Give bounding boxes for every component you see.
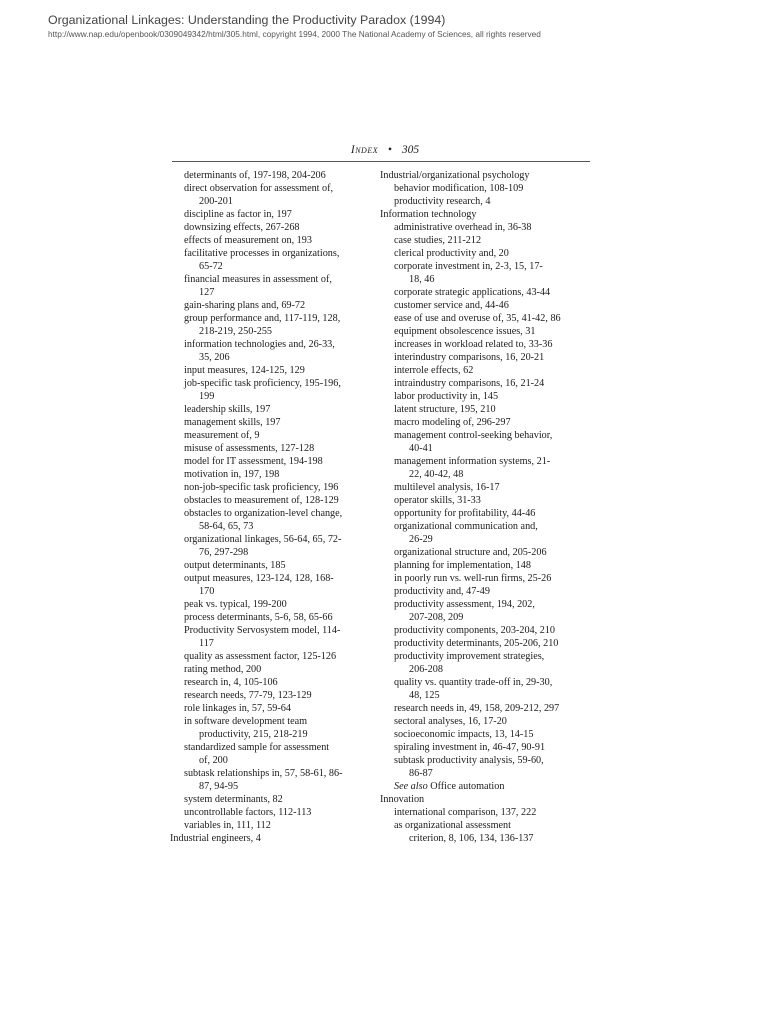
- index-entry-text: job-specific task proficiency, 195-196,: [184, 378, 341, 389]
- index-entry-text: downsizing effects, 267-268: [184, 222, 300, 233]
- index-entry-text: productivity assessment, 194, 202,: [394, 599, 535, 610]
- index-entry-text: administrative overhead in, 36-38: [394, 222, 532, 233]
- index-entry: [170, 416, 375, 429]
- index-entry: [380, 728, 592, 741]
- index-entry-text: quality as assessment factor, 125-126: [184, 651, 337, 662]
- index-heading: [170, 832, 375, 845]
- index-entry: [170, 494, 375, 507]
- index-entry: [380, 507, 592, 520]
- index-entry-text: increases in workload related to, 33-36: [394, 339, 553, 350]
- index-entry-text: interrole effects, 62: [394, 365, 474, 376]
- index-entry: [380, 624, 592, 637]
- index-entry: [170, 663, 375, 676]
- index-entry: [380, 494, 592, 507]
- index-entry: [170, 312, 375, 325]
- index-entry-text: 48, 125: [409, 690, 440, 701]
- index-entry-text: obstacles to measurement of, 128-129: [184, 495, 339, 506]
- index-entry-text: corporate investment in, 2-3, 15, 17-: [394, 261, 543, 272]
- index-entry: [170, 793, 375, 806]
- index-entry: [380, 273, 592, 286]
- index-entry: [170, 520, 375, 533]
- index-entry-text: equipment obsolescence issues, 31: [394, 326, 536, 337]
- index-heading: [380, 169, 592, 182]
- index-entry: [380, 676, 592, 689]
- index-entry-text: Industrial/organizational psychology: [380, 170, 530, 181]
- index-entry: [380, 520, 592, 533]
- index-entry-text: in software development team: [184, 716, 308, 727]
- index-entry-text: uncontrollable factors, 112-113: [184, 807, 312, 818]
- index-entry-text: information technologies and, 26-33,: [184, 339, 335, 350]
- index-entry-text: 199: [199, 391, 215, 402]
- index-entry-text: subtask relationships in, 57, 58-61, 86-: [184, 768, 343, 779]
- index-entry: [380, 325, 592, 338]
- index-entry: [380, 546, 592, 559]
- index-entry-text: sectoral analyses, 16, 17-20: [394, 716, 507, 727]
- index-entry-text: criterion, 8, 106, 134, 136-137: [409, 833, 534, 844]
- index-entry: [380, 299, 592, 312]
- index-entry-text: management control-seeking behavior,: [394, 430, 553, 441]
- index-entry: [380, 650, 592, 663]
- index-entry-text: non-job-specific task proficiency, 196: [184, 482, 339, 493]
- index-entry-text: behavior modification, 108-109: [394, 183, 524, 194]
- index-entry-text: leadership skills, 197: [184, 404, 271, 415]
- index-entry: [170, 351, 375, 364]
- index-entry-text: obstacles to organization-level change,: [184, 508, 343, 519]
- page-number: 305: [401, 144, 420, 156]
- index-entry-text: 127: [199, 287, 215, 298]
- index-entry: [170, 286, 375, 299]
- source-url-line: http://www.nap.edu/openbook/0309049342/html/305.html, copyright 1994, 2000 The National Academy of Sciences, all rights reserved: [48, 29, 541, 39]
- index-entry-text: research needs in, 49, 158, 209-212, 297: [394, 703, 560, 714]
- index-entry: [170, 546, 375, 559]
- index-entry-text: productivity and, 47-49: [394, 586, 490, 597]
- index-entry-text: case studies, 211-212: [394, 235, 482, 246]
- index-entry-text: organizational structure and, 205-206: [394, 547, 547, 558]
- index-entry: [380, 767, 592, 780]
- index-entry-text: organizational communication and,: [394, 521, 538, 532]
- index-entry-text: international comparison, 137, 222: [394, 807, 537, 818]
- index-entry: [380, 637, 592, 650]
- index-entry-text: misuse of assessments, 127-128: [184, 443, 315, 454]
- index-entry-text: variables in, 111, 112: [184, 820, 271, 831]
- index-entry: [170, 650, 375, 663]
- index-entry-text: clerical productivity and, 20: [394, 248, 509, 259]
- index-entry-text: 40-41: [409, 443, 433, 454]
- index-entry-text: productivity components, 203-204, 210: [394, 625, 556, 636]
- index-entry: [170, 260, 375, 273]
- index-entry: [380, 364, 592, 377]
- index-entry-text: 26-29: [409, 534, 433, 545]
- index-entry: [380, 247, 592, 260]
- index-heading: [380, 793, 592, 806]
- index-entry-text: process determinants, 5-6, 58, 65-66: [184, 612, 333, 623]
- index-entry: [170, 377, 375, 390]
- index-entry: [380, 533, 592, 546]
- index-entry-text: 218-219, 250-255: [199, 326, 273, 337]
- index-entry: [170, 507, 375, 520]
- index-entry-text: of, 200: [199, 755, 228, 766]
- index-entry: [170, 403, 375, 416]
- index-heading: [380, 208, 592, 221]
- index-entry-text: customer service and, 44-46: [394, 300, 509, 311]
- index-entry-text: financial measures in assessment of,: [184, 274, 332, 285]
- index-entry-text: 22, 40-42, 48: [409, 469, 464, 480]
- index-entry: [380, 611, 592, 624]
- index-entry: [380, 312, 592, 325]
- index-entry: [170, 234, 375, 247]
- index-entry-text: system determinants, 82: [184, 794, 283, 805]
- index-entry-text: subtask productivity analysis, 59-60,: [394, 755, 544, 766]
- index-entry: [380, 455, 592, 468]
- index-entry-text: motivation in, 197, 198: [184, 469, 280, 480]
- index-entry: [380, 442, 592, 455]
- index-entry-text: 206-208: [409, 664, 443, 675]
- index-entry-text: planning for implementation, 148: [394, 560, 531, 571]
- index-entry-text: 65-72: [199, 261, 223, 272]
- index-entry: [380, 221, 592, 234]
- index-entry: [380, 598, 592, 611]
- index-entry: [170, 754, 375, 767]
- index-entry-text: quality vs. quantity trade-off in, 29-30,: [394, 677, 553, 688]
- index-entry-text: 117: [199, 638, 214, 649]
- index-entry-text: 87, 94-95: [199, 781, 239, 792]
- index-entry: [380, 572, 592, 585]
- index-entry: [380, 338, 592, 351]
- index-entry: [170, 637, 375, 650]
- index-entry-text: research in, 4, 105-106: [184, 677, 278, 688]
- index-entry: [380, 286, 592, 299]
- index-entry-text: 200-201: [199, 196, 233, 207]
- index-entry: [170, 741, 375, 754]
- index-entry: [380, 754, 592, 767]
- index-entry-text: Industrial engineers, 4: [170, 833, 261, 844]
- index-entry: [380, 403, 592, 416]
- index-entry: [170, 390, 375, 403]
- index-entry: [170, 325, 375, 338]
- index-entry: [380, 182, 592, 195]
- index-entry: [170, 455, 375, 468]
- index-entry-text: ease of use and overuse of, 35, 41-42, 86: [394, 313, 561, 324]
- index-entry-text: as organizational assessment: [394, 820, 511, 831]
- index-entry-text: research needs, 77-79, 123-129: [184, 690, 312, 701]
- index-entry-text: effects of measurement on, 193: [184, 235, 312, 246]
- index-entry-text: Information technology: [380, 209, 477, 220]
- index-entry: [170, 624, 375, 637]
- index-entry: [170, 338, 375, 351]
- index-entry-text: in poorly run vs. well-run firms, 25-26: [394, 573, 552, 584]
- index-entry-text: output determinants, 185: [184, 560, 286, 571]
- index-entry-text: group performance and, 117-119, 128,: [184, 313, 341, 324]
- index-entry: [170, 247, 375, 260]
- index-entry: [170, 208, 375, 221]
- index-entry: [380, 234, 592, 247]
- index-entry-text: role linkages in, 57, 59-64: [184, 703, 291, 714]
- index-entry-text: Innovation: [380, 794, 425, 805]
- index-entry-text: discipline as factor in, 197: [184, 209, 292, 220]
- index-entry: [380, 429, 592, 442]
- index-entry-text: organizational linkages, 56-64, 65, 72-: [184, 534, 342, 545]
- index-entry-text: 35, 206: [199, 352, 230, 363]
- index-entry-text: rating method, 200: [184, 664, 262, 675]
- index-entry: [170, 819, 375, 832]
- index-entry: [380, 832, 592, 845]
- running-head-label: Index: [350, 144, 379, 156]
- document-header: [48, 13, 541, 40]
- index-entry-text: Office automation: [430, 781, 505, 792]
- index-column-right: [380, 169, 592, 845]
- index-entry: [170, 364, 375, 377]
- index-entry: [170, 221, 375, 234]
- index-entry-text: productivity determinants, 205-206, 210: [394, 638, 559, 649]
- index-entry-text: facilitative processes in organizations,: [184, 248, 340, 259]
- document-title: Organizational Linkages: Understanding the Productivity Paradox (1994): [48, 13, 446, 27]
- index-entry-text: determinants of, 197-198, 204-206: [184, 170, 326, 181]
- index-entry: [170, 676, 375, 689]
- index-entry: [380, 559, 592, 572]
- index-entry: [170, 533, 375, 546]
- index-entry: [170, 689, 375, 702]
- index-entry: [170, 728, 375, 741]
- index-entry-text: 170: [199, 586, 215, 597]
- index-entry-text: gain-sharing plans and, 69-72: [184, 300, 306, 311]
- index-entry: [170, 481, 375, 494]
- index-entry: [170, 572, 375, 585]
- index-entry: [380, 468, 592, 481]
- index-entry-text: direct observation for assessment of,: [184, 183, 334, 194]
- index-entry-text: opportunity for profitability, 44-46: [394, 508, 536, 519]
- header-rule: [172, 161, 590, 162]
- index-entry-text: 18, 46: [409, 274, 435, 285]
- see-also-label: See also: [394, 781, 428, 792]
- index-entry: [380, 481, 592, 494]
- index-entry: [170, 715, 375, 728]
- index-entry: [380, 585, 592, 598]
- index-entry-text: measurement of, 9: [184, 430, 260, 441]
- index-entry: [380, 663, 592, 676]
- index-entry-text: 207-208, 209: [409, 612, 464, 623]
- index-entry: [170, 585, 375, 598]
- index-entry-text: model for IT assessment, 194-198: [184, 456, 323, 467]
- index-entry: [380, 819, 592, 832]
- index-entry: [380, 702, 592, 715]
- index-column-left: [170, 169, 375, 845]
- index-entry-text: latent structure, 195, 210: [394, 404, 496, 415]
- index-entry-text: 86-87: [409, 768, 433, 779]
- index-entry: [380, 377, 592, 390]
- index-entry-text: 76, 297-298: [199, 547, 249, 558]
- index-entry: [380, 351, 592, 364]
- index-entry-text: intraindustry comparisons, 16, 21-24: [394, 378, 545, 389]
- index-entry: [170, 273, 375, 286]
- index-entry: [380, 806, 592, 819]
- index-entry: [170, 182, 375, 195]
- index-entry-text: management information systems, 21-: [394, 456, 551, 467]
- index-entry-text: standardized sample for assessment: [184, 742, 330, 753]
- index-entry: [170, 806, 375, 819]
- index-entry-text: management skills, 197: [184, 417, 281, 428]
- index-entry: [170, 299, 375, 312]
- index-entry-text: 58-64, 65, 73: [199, 521, 254, 532]
- index-entry: [170, 559, 375, 572]
- index-entry: [170, 442, 375, 455]
- index-entry: [380, 195, 592, 208]
- index-entry-text: socioeconomic impacts, 13, 14-15: [394, 729, 534, 740]
- index-entry: [380, 689, 592, 702]
- index-entry: [170, 598, 375, 611]
- index-entry: [380, 741, 592, 754]
- index-entry-text: interindustry comparisons, 16, 20-21: [394, 352, 545, 363]
- index-entry: [380, 715, 592, 728]
- index-entry: [170, 780, 375, 793]
- index-entry-text: operator skills, 31-33: [394, 495, 481, 506]
- index-entry-text: spiraling investment in, 46-47, 90-91: [394, 742, 546, 753]
- index-entry-text: peak vs. typical, 199-200: [184, 599, 287, 610]
- index-entry-text: corporate strategic applications, 43-44: [394, 287, 551, 298]
- index-entry-text: Productivity Servosystem model, 114-: [184, 625, 341, 636]
- index-entry-text: macro modeling of, 296-297: [394, 417, 511, 428]
- index-entry: [170, 169, 375, 182]
- index-entry-text: productivity improvement strategies,: [394, 651, 545, 662]
- index-entry-text: output measures, 123-124, 128, 168-: [184, 573, 334, 584]
- index-entry-text: multilevel analysis, 16-17: [394, 482, 500, 493]
- index-entry: [380, 416, 592, 429]
- index-entry: [380, 260, 592, 273]
- index-entry: [170, 195, 375, 208]
- index-entry-text: input measures, 124-125, 129: [184, 365, 305, 376]
- index-entry: [170, 468, 375, 481]
- index-entry: [380, 390, 592, 403]
- index-entry-text: productivity, 215, 218-219: [199, 729, 308, 740]
- index-entry-text: labor productivity in, 145: [394, 391, 499, 402]
- running-head-separator: •: [387, 144, 392, 156]
- index-entry-text: productivity research, 4: [394, 196, 491, 207]
- running-head: [300, 144, 470, 156]
- index-entry: [170, 702, 375, 715]
- index-entry: [170, 429, 375, 442]
- index-entry: [170, 611, 375, 624]
- index-entry: [380, 780, 592, 793]
- index-entry: [170, 767, 375, 780]
